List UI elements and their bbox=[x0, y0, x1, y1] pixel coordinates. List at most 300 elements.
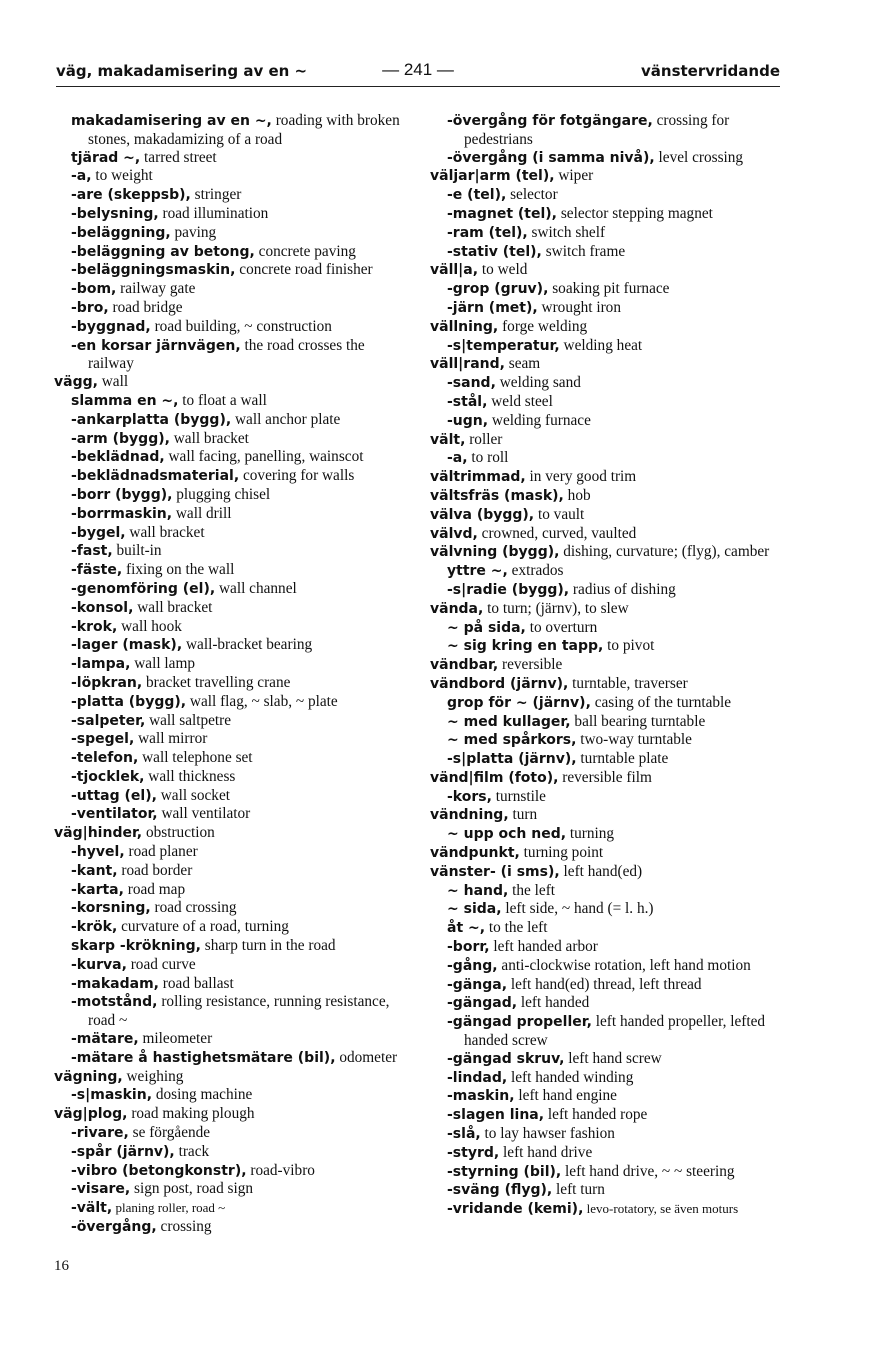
entry-headword: -makadam, bbox=[71, 975, 159, 992]
entry-translation: crossing for pedestrians bbox=[464, 112, 730, 148]
dictionary-entry bbox=[54, 1030, 408, 1049]
entry-translation: switch shelf bbox=[527, 223, 606, 241]
dictionary-entry bbox=[430, 1106, 780, 1125]
entry-translation: anti-clockwise rotation, left hand motion bbox=[497, 956, 751, 974]
dictionary-entry bbox=[430, 863, 780, 882]
dictionary-entry bbox=[430, 1125, 780, 1144]
dictionary-entry bbox=[430, 431, 780, 450]
entry-headword: -sand, bbox=[447, 375, 496, 392]
entry-translation: left hand drive bbox=[499, 1143, 593, 1161]
entry-translation: reversible film bbox=[558, 768, 652, 786]
entry-translation: turn bbox=[508, 806, 538, 824]
entry-headword: -kant, bbox=[71, 862, 118, 879]
entry-headword: -en korsar järnvägen, bbox=[71, 337, 241, 354]
entry-translation: wall drill bbox=[172, 504, 232, 522]
dictionary-entry bbox=[430, 337, 780, 356]
entry-headword: -vridande (kemi), bbox=[447, 1201, 584, 1218]
dictionary-entry bbox=[54, 392, 408, 411]
entry-headword: -övergång, bbox=[71, 1219, 157, 1236]
dictionary-entry bbox=[430, 167, 780, 186]
dictionary-entry bbox=[54, 993, 408, 1030]
entry-translation: wall bracket bbox=[125, 523, 205, 541]
dictionary-entry bbox=[54, 1086, 408, 1105]
entry-headword: välvning (bygg), bbox=[430, 544, 560, 561]
entry-translation: turning point bbox=[519, 844, 604, 862]
entry-translation: wall facing, panelling, wainscot bbox=[164, 448, 364, 466]
entry-translation: crossing bbox=[156, 1218, 212, 1236]
entry-translation: paving bbox=[170, 223, 217, 241]
entry-headword: vändbar, bbox=[430, 657, 499, 674]
page-number: — 241 — bbox=[382, 60, 454, 79]
entry-translation: wall telephone set bbox=[138, 749, 253, 767]
entry-translation: level crossing bbox=[654, 148, 744, 166]
entry-headword: -övergång för fotgängare, bbox=[447, 113, 653, 129]
dictionary-entry bbox=[430, 205, 780, 224]
dictionary-entry bbox=[430, 1144, 780, 1163]
entry-translation: radius of dishing bbox=[569, 580, 676, 598]
dictionary-entry bbox=[54, 318, 408, 337]
entry-translation: weld steel bbox=[487, 392, 553, 410]
entry-translation: weighing bbox=[122, 1067, 184, 1085]
dictionary-entry bbox=[54, 167, 408, 186]
entry-headword: -bygel, bbox=[71, 524, 126, 541]
entry-translation: in very good trim bbox=[525, 468, 637, 486]
entry-headword: -tjocklek, bbox=[71, 768, 145, 785]
entry-headword: -ugn, bbox=[447, 412, 489, 429]
entry-translation: road curve bbox=[126, 955, 196, 973]
entry-translation: roading with broken stones, makadamizing of a road bbox=[88, 112, 400, 148]
entry-headword: -löpkran, bbox=[71, 674, 143, 691]
entry-headword: -s|temperatur, bbox=[447, 337, 560, 354]
dictionary-entry bbox=[54, 299, 408, 318]
dictionary-entry bbox=[430, 581, 780, 600]
entry-translation: turntable, traverser bbox=[568, 674, 688, 692]
dictionary-entry bbox=[430, 619, 780, 638]
entry-headword: -fäste, bbox=[71, 562, 123, 579]
dictionary-entry bbox=[430, 731, 780, 750]
entry-translation: wall flag, ~ slab, ~ plate bbox=[186, 692, 338, 710]
entry-translation: left handed propeller, lefted handed screw bbox=[464, 1013, 766, 1050]
entry-translation: road ballast bbox=[158, 974, 234, 992]
entry-headword: -beläggning av betong, bbox=[71, 243, 255, 260]
entry-headword: välva (bygg), bbox=[430, 506, 535, 523]
entry-headword: -borr (bygg), bbox=[71, 486, 173, 503]
dictionary-entry bbox=[430, 562, 780, 581]
entry-translation: wall-bracket bearing bbox=[182, 636, 313, 654]
dictionary-entry bbox=[54, 1124, 408, 1143]
entry-translation: the left bbox=[508, 881, 556, 899]
dictionary-entry bbox=[54, 1143, 408, 1162]
entry-headword: -s|radie (bygg), bbox=[447, 581, 570, 598]
entry-headword: vändbord (järnv), bbox=[430, 675, 569, 692]
dictionary-entry bbox=[430, 694, 780, 713]
entry-translation: sign post, road sign bbox=[130, 1180, 254, 1198]
entry-headword: vältsfräs (mask), bbox=[430, 487, 564, 504]
dictionary-entry bbox=[430, 656, 780, 675]
entry-translation: ball bearing turntable bbox=[570, 712, 706, 730]
entry-headword: -styrning (bil), bbox=[447, 1163, 562, 1180]
entry-headword: -ankarplatta (bygg), bbox=[71, 411, 232, 428]
dictionary-entry bbox=[54, 881, 408, 900]
dictionary-entry bbox=[430, 525, 780, 544]
entry-headword: vältrimmad, bbox=[430, 469, 526, 486]
dictionary-entry bbox=[430, 976, 780, 995]
entry-translation: left handed winding bbox=[507, 1068, 634, 1086]
entry-translation: left handed bbox=[517, 994, 590, 1012]
entry-headword: -krök, bbox=[71, 919, 118, 936]
entry-headword: -uttag (el), bbox=[71, 787, 157, 804]
entry-translation: rolling resistance, running resistance, road ~ bbox=[88, 993, 390, 1030]
entry-translation: track bbox=[174, 1142, 210, 1160]
entry-headword: -spår (järnv), bbox=[71, 1143, 175, 1160]
entry-headword: -salpeter, bbox=[71, 712, 146, 729]
entry-translation: wall ventilator bbox=[157, 805, 251, 823]
dictionary-entry bbox=[54, 524, 408, 543]
dictionary-entry bbox=[430, 412, 780, 431]
dictionary-entry bbox=[430, 600, 780, 619]
entry-translation: soaking pit furnace bbox=[548, 280, 670, 298]
dictionary-entry bbox=[54, 561, 408, 580]
entry-translation: turnstile bbox=[491, 787, 546, 805]
dictionary-entry bbox=[54, 337, 408, 374]
entry-translation: left hand engine bbox=[514, 1087, 617, 1105]
entry-translation: wall channel bbox=[215, 579, 297, 597]
entry-translation: the road crosses the railway bbox=[88, 336, 365, 373]
entry-headword: -spegel, bbox=[71, 731, 135, 748]
dictionary-entry bbox=[430, 1163, 780, 1182]
entry-headword: yttre ~, bbox=[447, 563, 508, 580]
entry-translation: welding furnace bbox=[488, 411, 591, 429]
dictionary-entry bbox=[54, 280, 408, 299]
entry-headword: -styrd, bbox=[447, 1144, 500, 1161]
entry-translation: wall saltpetre bbox=[145, 711, 232, 729]
entry-translation: selector bbox=[506, 186, 558, 204]
entry-translation: to the left bbox=[485, 919, 548, 937]
entry-translation: to pivot bbox=[603, 637, 655, 655]
entry-headword: -s|maskin, bbox=[71, 1087, 153, 1104]
entry-translation: wall bracket bbox=[169, 429, 249, 447]
dictionary-entry bbox=[54, 749, 408, 768]
entry-headword: vändning, bbox=[430, 807, 509, 824]
dictionary-entry bbox=[54, 805, 408, 824]
entry-headword: -a, bbox=[71, 168, 92, 185]
entry-headword: -bro, bbox=[71, 299, 109, 316]
entry-headword: ~ hand, bbox=[447, 882, 509, 899]
entry-translation: left side, ~ hand (= l. h.) bbox=[501, 900, 654, 918]
dictionary-entry bbox=[430, 112, 780, 149]
dictionary-entry bbox=[430, 1200, 780, 1219]
entry-translation: concrete road finisher bbox=[235, 261, 373, 279]
entry-translation: to lay hawser fashion bbox=[480, 1125, 615, 1143]
entry-headword: -mätare å hastighetsmätare (bil), bbox=[71, 1049, 336, 1066]
entry-translation: crowned, curved, vaulted bbox=[477, 524, 637, 542]
entry-translation: switch frame bbox=[541, 242, 626, 260]
entry-headword: -platta (bygg), bbox=[71, 693, 187, 710]
entry-translation: mileometer bbox=[138, 1030, 213, 1048]
entry-headword: -mätare, bbox=[71, 1031, 139, 1048]
dictionary-entry bbox=[430, 468, 780, 487]
entry-headword: -karta, bbox=[71, 881, 124, 898]
dictionary-entry bbox=[54, 1218, 408, 1237]
dictionary-entry bbox=[54, 975, 408, 994]
entry-translation: road border bbox=[117, 861, 193, 879]
dictionary-entry bbox=[54, 655, 408, 674]
entry-headword: ~ sig kring en tapp, bbox=[447, 638, 604, 655]
entry-translation: road-vibro bbox=[246, 1161, 315, 1179]
entry-translation: seam bbox=[504, 355, 541, 373]
entry-headword: vägg, bbox=[54, 374, 98, 391]
dictionary-entry bbox=[430, 280, 780, 299]
dictionary-entry bbox=[54, 768, 408, 787]
entry-translation: to weld bbox=[478, 261, 528, 279]
entry-headword: -borr, bbox=[447, 939, 490, 956]
entry-headword: -motstånd, bbox=[71, 994, 158, 1011]
dictionary-entry bbox=[54, 636, 408, 655]
entry-translation: turntable plate bbox=[576, 750, 669, 768]
entry-headword: grop för ~ (järnv), bbox=[447, 694, 591, 711]
entry-headword: -vibro (betongkonstr), bbox=[71, 1162, 247, 1179]
dictionary-entry bbox=[54, 599, 408, 618]
entry-headword: vällning, bbox=[430, 318, 499, 335]
dictionary-entry bbox=[54, 674, 408, 693]
dictionary-entry bbox=[54, 843, 408, 862]
right-column bbox=[430, 112, 780, 1219]
entry-headword: ~ upp och ned, bbox=[447, 826, 567, 843]
dictionary-entry bbox=[430, 318, 780, 337]
dictionary-entry bbox=[54, 618, 408, 637]
dictionary-entry bbox=[430, 825, 780, 844]
entry-translation: wall lamp bbox=[130, 655, 196, 673]
dictionary-entry bbox=[430, 938, 780, 957]
dictionary-entry bbox=[430, 1050, 780, 1069]
entry-headword: -bom, bbox=[71, 281, 117, 298]
header-right-guideword: vänstervridande bbox=[640, 62, 780, 80]
entry-headword: -beklädnadsmaterial, bbox=[71, 468, 240, 485]
entry-headword: -are (skeppsb), bbox=[71, 187, 191, 204]
dictionary-entry bbox=[430, 637, 780, 656]
entry-translation: railway gate bbox=[116, 280, 196, 298]
dictionary-entry bbox=[54, 243, 408, 262]
entry-translation: fixing on the wall bbox=[122, 561, 235, 579]
dictionary-entry bbox=[54, 1068, 408, 1087]
entry-translation: wrought iron bbox=[537, 298, 621, 316]
entry-headword: makadamisering av en ~, bbox=[71, 113, 272, 129]
entry-translation: casing of the turntable bbox=[590, 693, 732, 711]
dictionary-entry bbox=[54, 149, 408, 168]
dictionary-entry bbox=[54, 411, 408, 430]
entry-headword: -gång, bbox=[447, 957, 498, 974]
dictionary-entry bbox=[430, 675, 780, 694]
dictionary-entry bbox=[430, 769, 780, 788]
footer-number: 16 bbox=[54, 1258, 69, 1274]
entry-headword: -hyvel, bbox=[71, 844, 125, 861]
entry-translation: dosing machine bbox=[152, 1086, 253, 1104]
entry-headword: vält, bbox=[430, 431, 466, 448]
dictionary-entry bbox=[54, 1180, 408, 1199]
entry-headword: ~ sida, bbox=[447, 901, 502, 918]
entry-headword: -e (tel), bbox=[447, 187, 507, 204]
dictionary-entry bbox=[430, 1181, 780, 1200]
entry-translation: road building, ~ construction bbox=[150, 317, 332, 335]
entry-translation: covering for walls bbox=[239, 467, 355, 485]
dictionary-entry bbox=[430, 994, 780, 1013]
entry-translation: levo-rotatory, se även moturs bbox=[583, 1201, 739, 1217]
dictionary-entry bbox=[430, 506, 780, 525]
entry-headword: -slå, bbox=[447, 1126, 481, 1143]
entry-translation: hob bbox=[563, 486, 591, 504]
dictionary-entry bbox=[430, 900, 780, 919]
entry-headword: -lampa, bbox=[71, 656, 131, 673]
dictionary-entry bbox=[54, 824, 408, 843]
entry-headword: -rivare, bbox=[71, 1125, 129, 1142]
entry-headword: -borrmaskin, bbox=[71, 505, 173, 522]
entry-headword: vändpunkt, bbox=[430, 845, 520, 862]
entry-translation: welding sand bbox=[495, 374, 581, 392]
dictionary-entry bbox=[430, 1087, 780, 1106]
entry-headword: väljar|arm (tel), bbox=[430, 168, 555, 185]
entry-translation: to turn; (järnv), to slew bbox=[483, 599, 629, 617]
entry-translation: wall socket bbox=[156, 786, 230, 804]
dictionary-entry bbox=[54, 505, 408, 524]
entry-headword: -gänga, bbox=[447, 976, 508, 993]
entry-translation: two-way turntable bbox=[576, 731, 692, 749]
dictionary-entry bbox=[54, 712, 408, 731]
dictionary-entry bbox=[430, 806, 780, 825]
dictionary-entry bbox=[54, 862, 408, 881]
dictionary-entry bbox=[430, 449, 780, 468]
dictionary-entry bbox=[430, 261, 780, 280]
entry-translation: to float a wall bbox=[178, 391, 267, 409]
entry-translation: road crossing bbox=[150, 899, 237, 917]
entry-headword: -vält, bbox=[71, 1200, 113, 1217]
entry-headword: väg|hinder, bbox=[54, 825, 143, 842]
entry-translation: road illumination bbox=[158, 204, 269, 222]
dictionary-entry bbox=[430, 919, 780, 938]
entry-headword: -järn (met), bbox=[447, 299, 538, 316]
dictionary-entry bbox=[54, 1162, 408, 1181]
entry-translation: road bridge bbox=[108, 298, 183, 316]
entry-headword: -maskin, bbox=[447, 1088, 515, 1105]
entry-headword: skarp -krökning, bbox=[71, 938, 201, 955]
entry-translation: sharp turn in the road bbox=[200, 937, 336, 955]
dictionary-entry bbox=[54, 1105, 408, 1124]
dictionary-entry bbox=[54, 186, 408, 205]
entry-translation: planing roller, road ~ bbox=[112, 1200, 226, 1216]
entry-translation: concrete paving bbox=[254, 242, 356, 260]
entry-headword: -konsol, bbox=[71, 599, 134, 616]
entry-headword: -gängad skruv, bbox=[447, 1050, 565, 1067]
entry-translation: to weight bbox=[91, 167, 153, 185]
dictionary-entry bbox=[54, 542, 408, 561]
entry-headword: -gängad propeller, bbox=[447, 1014, 592, 1031]
dictionary-entry bbox=[430, 243, 780, 262]
dictionary-entry bbox=[54, 937, 408, 956]
entry-headword: välvd, bbox=[430, 525, 478, 542]
entry-translation: turning bbox=[566, 825, 615, 843]
entry-headword: -fast, bbox=[71, 543, 113, 560]
entry-translation: left handed rope bbox=[544, 1106, 648, 1124]
dictionary-entry bbox=[430, 487, 780, 506]
dictionary-entry bbox=[430, 299, 780, 318]
dictionary-entry bbox=[430, 149, 780, 168]
entry-headword: åt ~, bbox=[447, 920, 486, 937]
entry-translation: selector stepping magnet bbox=[557, 204, 713, 222]
dictionary-entry bbox=[54, 787, 408, 806]
header-left-guideword: väg, makadamisering av en ~ bbox=[56, 62, 308, 80]
entry-headword: -ventilator, bbox=[71, 806, 158, 823]
entry-translation: wall thickness bbox=[144, 767, 236, 785]
dictionary-entry bbox=[54, 956, 408, 975]
dictionary-entry bbox=[430, 224, 780, 243]
entry-headword: -slagen lina, bbox=[447, 1107, 545, 1124]
entry-translation: curvature of a road, turning bbox=[117, 918, 289, 936]
entry-headword: väg|plog, bbox=[54, 1106, 128, 1123]
entry-headword: -övergång (i samma nivå), bbox=[447, 149, 655, 166]
entry-translation: wiper bbox=[554, 167, 594, 185]
entry-headword: -a, bbox=[447, 450, 468, 467]
entry-translation: built-in bbox=[112, 542, 162, 560]
entry-translation: wall bracket bbox=[133, 598, 213, 616]
entry-headword: -beläggningsmaskin, bbox=[71, 262, 236, 279]
entry-headword: vänd|film (foto), bbox=[430, 769, 559, 786]
page-header bbox=[56, 60, 780, 87]
entry-headword: ~ med kullager, bbox=[447, 713, 571, 730]
entry-translation: left hand(ed) thread, left thread bbox=[507, 975, 702, 993]
entry-headword: -telefon, bbox=[71, 750, 139, 767]
dictionary-entry bbox=[430, 788, 780, 807]
entry-headword: -gängad, bbox=[447, 995, 518, 1012]
entry-translation: to overturn bbox=[525, 618, 598, 636]
dictionary-entry bbox=[430, 750, 780, 769]
entry-headword: -lager (mask), bbox=[71, 637, 183, 654]
entry-translation: left handed arbor bbox=[489, 938, 598, 956]
entry-headword: -stål, bbox=[447, 393, 488, 410]
dictionary-entry bbox=[430, 393, 780, 412]
entry-translation: roller bbox=[465, 430, 503, 448]
entry-headword: vänster- (i sms), bbox=[430, 863, 560, 880]
entry-translation: extrados bbox=[507, 562, 564, 580]
entry-headword: -magnet (tel), bbox=[447, 205, 557, 222]
entry-translation: tarred street bbox=[140, 148, 217, 166]
dictionary-entry bbox=[430, 374, 780, 393]
entry-headword: -genomföring (el), bbox=[71, 580, 216, 597]
entry-translation: wall mirror bbox=[134, 730, 208, 748]
dictionary-entry bbox=[430, 186, 780, 205]
dictionary-entry bbox=[430, 1013, 780, 1050]
dictionary-entry bbox=[54, 467, 408, 486]
dictionary-entry bbox=[54, 1049, 408, 1068]
entry-headword: -krok, bbox=[71, 618, 118, 635]
dictionary-entry bbox=[54, 899, 408, 918]
left-column bbox=[54, 112, 408, 1237]
entry-translation: reversible bbox=[498, 656, 563, 674]
dictionary-entry bbox=[54, 580, 408, 599]
dictionary-entry bbox=[430, 713, 780, 732]
entry-translation: road planer bbox=[124, 843, 198, 861]
dictionary-entry bbox=[54, 693, 408, 712]
entry-translation: to roll bbox=[467, 449, 509, 467]
entry-headword: slamma en ~, bbox=[71, 392, 179, 409]
entry-translation: obstruction bbox=[142, 824, 215, 842]
dictionary-entry bbox=[54, 486, 408, 505]
entry-translation: left turn bbox=[552, 1181, 605, 1199]
entry-headword: -ram (tel), bbox=[447, 224, 528, 241]
entry-translation: left hand(ed) bbox=[559, 862, 643, 880]
entry-translation: road map bbox=[123, 880, 186, 898]
entry-headword: -kors, bbox=[447, 788, 492, 805]
entry-headword: -korsning, bbox=[71, 900, 151, 917]
entry-translation: odometer bbox=[335, 1048, 398, 1066]
